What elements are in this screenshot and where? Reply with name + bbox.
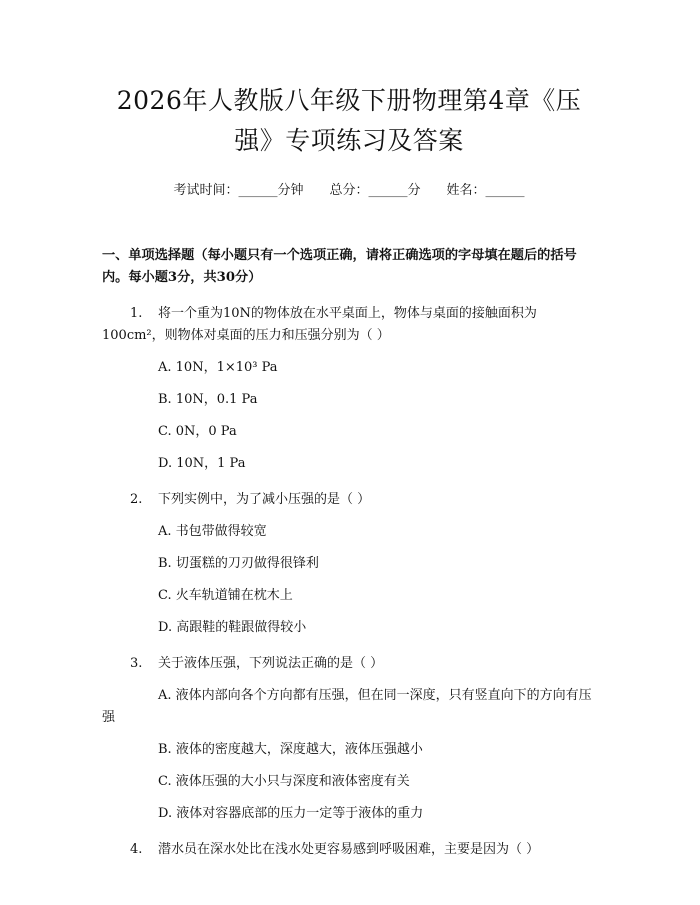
section-heading: 一、单项选择题（每小题只有一个选项正确，请将正确选项的字母填在题后的括号内。每小题3分，共30分） [102,248,577,285]
option-d: D. 高跟鞋的鞋跟做得较小 [158,620,307,635]
option-b: B. 液体的密度越大，深度越大，液体压强越小 [158,742,423,757]
question-text: 下列实例中，为了减小压强的是（ ） [158,492,371,507]
option-c: C. 液体压强的大小只与深度和液体密度有关 [158,774,410,789]
exam-time-field: 考试时间：______分钟 [173,183,304,198]
option-b: B. 切蛋糕的刀刃做得很锋利 [158,556,319,571]
document-title: 2026年人教版八年级下册物理第4章《压强》专项练习及答案 [116,86,582,155]
option-a: A. 10N，1×10³ Pa [158,360,278,375]
question-text: 关于液体压强，下列说法正确的是（ ） [158,656,384,671]
option-c: C. 火车轨道铺在枕木上 [158,588,293,603]
question-3 [102,653,596,675]
option-b: B. 10N，0.1 Pa [158,392,258,407]
question-text: 将一个重为10N的物体放在水平桌面上，物体与桌面的接触面积为100cm²，则物体对桌面的压力和压强分别为（ ） [102,306,537,343]
option-d: D. 液体对容器底部的压力一定等于液体的重力 [158,806,424,821]
question-text: 潜水员在深水处比在浅水处更容易感到呼吸困难，主要是因为（ ） [158,842,540,857]
question-number: 1. [130,306,143,321]
exam-meta [102,181,596,201]
option-c: C. 0N，0 Pa [158,424,237,439]
option-a: A. 液体内部向各个方向都有压强，但在同一深度，只有竖直向下的方向有压强 [102,688,592,725]
question-1 [102,303,596,347]
student-name-field: 姓名：______ [446,183,525,198]
question-number: 4. [130,842,143,857]
question-4 [102,839,596,861]
question-2 [102,489,596,511]
question-number: 2. [130,492,143,507]
option-a: A. 书包带做得较宽 [158,524,267,539]
total-score-field: 总分：______分 [329,183,421,198]
question-number: 3. [130,656,143,671]
option-d: D. 10N，1 Pa [158,456,246,471]
